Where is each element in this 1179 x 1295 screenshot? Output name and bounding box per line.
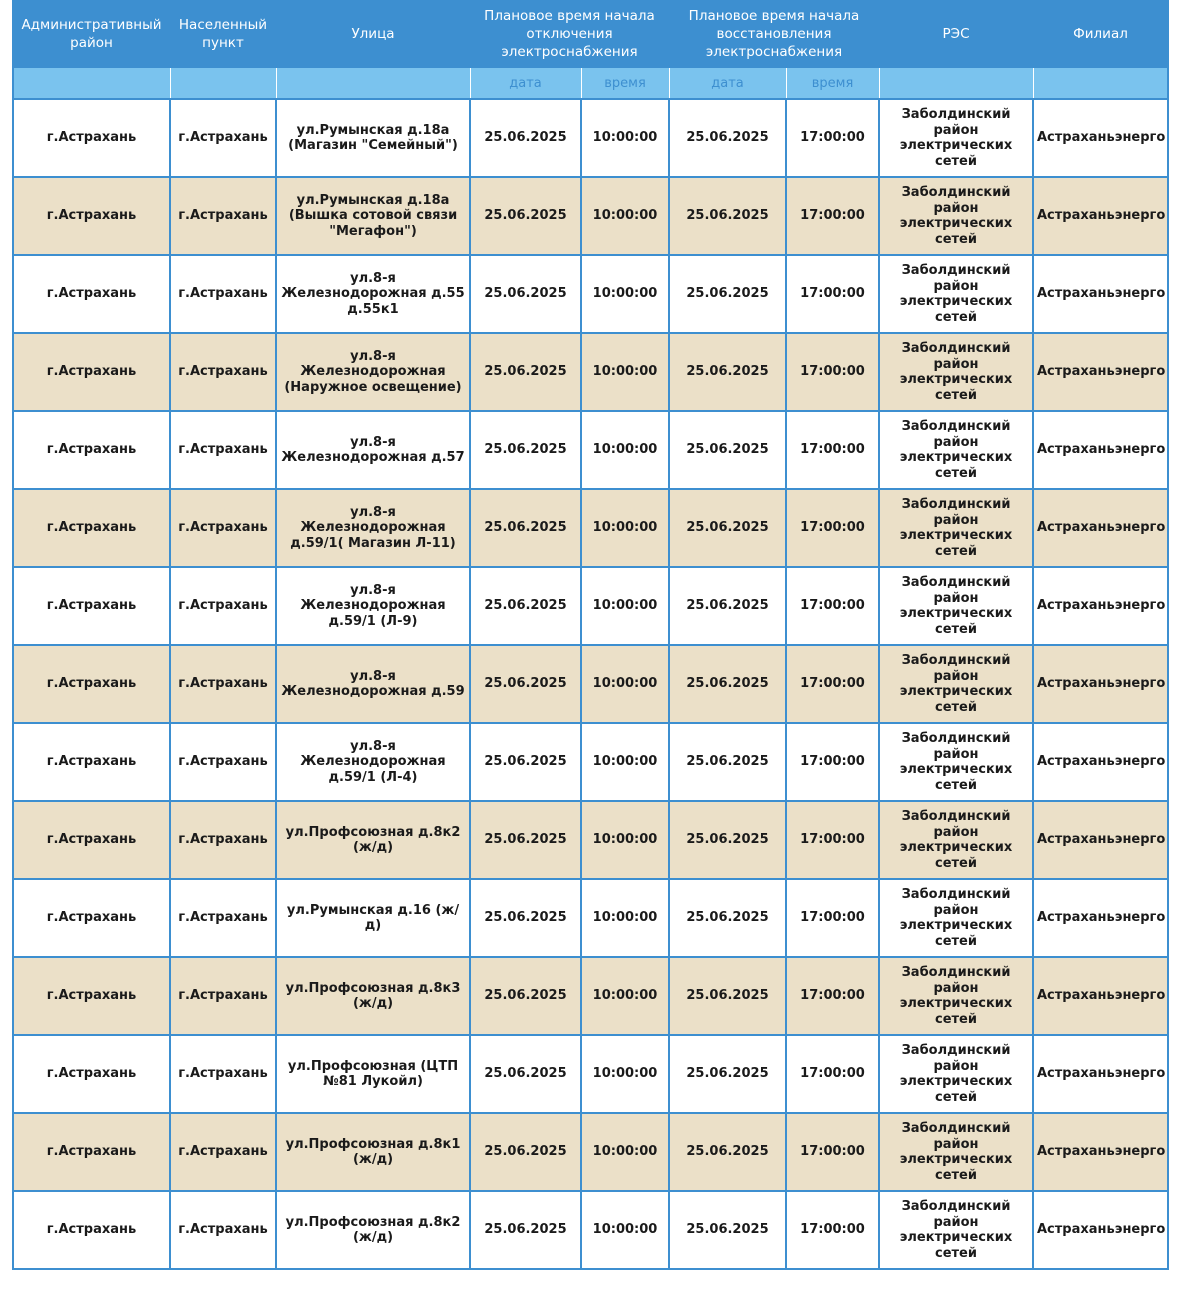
- cell-off-date: 25.06.2025: [470, 723, 581, 801]
- cell-district: г.Астрахань: [13, 255, 170, 333]
- cell-res: Заболдинский район электрических сетей: [879, 1191, 1033, 1269]
- cell-street: ул.Румынская д.18а (Магазин "Семейный"): [276, 99, 470, 177]
- cell-street: ул.8-я Железнодорожная д.59: [276, 645, 470, 723]
- table-row: [13, 255, 1168, 333]
- cell-off-date: 25.06.2025: [470, 411, 581, 489]
- cell-on-time: 17:00:00: [786, 801, 879, 879]
- cell-district: г.Астрахань: [13, 177, 170, 255]
- cell-off-time: 10:00:00: [581, 879, 669, 957]
- cell-on-date: 25.06.2025: [669, 255, 786, 333]
- cell-off-date: 25.06.2025: [470, 255, 581, 333]
- cell-district: г.Астрахань: [13, 957, 170, 1035]
- cell-locality: г.Астрахань: [170, 333, 276, 411]
- cell-district: г.Астрахань: [13, 411, 170, 489]
- cell-off-time: 10:00:00: [581, 411, 669, 489]
- cell-district: г.Астрахань: [13, 1035, 170, 1113]
- table-row: [13, 177, 1168, 255]
- cell-res: Заболдинский район электрических сетей: [879, 1113, 1033, 1191]
- cell-street: ул.Профсоюзная д.8к1 (ж/д): [276, 1113, 470, 1191]
- cell-locality: г.Астрахань: [170, 723, 276, 801]
- header-branch: Филиал: [1033, 1, 1168, 67]
- cell-on-time: 17:00:00: [786, 723, 879, 801]
- cell-district: г.Астрахань: [13, 879, 170, 957]
- cell-off-date: 25.06.2025: [470, 1035, 581, 1113]
- cell-branch: Астраханьэнерго: [1033, 1035, 1168, 1113]
- cell-locality: г.Астрахань: [170, 1113, 276, 1191]
- cell-off-time: 10:00:00: [581, 801, 669, 879]
- cell-on-time: 17:00:00: [786, 645, 879, 723]
- subheader-empty: [1033, 67, 1168, 99]
- cell-res: Заболдинский район электрических сетей: [879, 957, 1033, 1035]
- cell-branch: Астраханьэнерго: [1033, 411, 1168, 489]
- cell-street: ул.Профсоюзная д.8к2 (ж/д): [276, 801, 470, 879]
- cell-res: Заболдинский район электрических сетей: [879, 333, 1033, 411]
- cell-off-date: 25.06.2025: [470, 333, 581, 411]
- header-res: РЭС: [879, 1, 1033, 67]
- table-row: [13, 723, 1168, 801]
- subheader-on-date: дата: [669, 67, 786, 99]
- table-row: [13, 411, 1168, 489]
- cell-res: Заболдинский район электрических сетей: [879, 177, 1033, 255]
- header-off-start: Плановое время начала отключения электроснабжения: [470, 1, 669, 67]
- cell-street: ул.Профсоюзная д.8к2 (ж/д): [276, 1191, 470, 1269]
- cell-on-date: 25.06.2025: [669, 1113, 786, 1191]
- cell-on-date: 25.06.2025: [669, 1191, 786, 1269]
- table-row: [13, 1191, 1168, 1269]
- cell-district: г.Астрахань: [13, 567, 170, 645]
- cell-locality: г.Астрахань: [170, 879, 276, 957]
- cell-res: Заболдинский район электрических сетей: [879, 645, 1033, 723]
- cell-street: ул.8-я Железнодорожная д.59/1 (Л-9): [276, 567, 470, 645]
- cell-off-time: 10:00:00: [581, 1035, 669, 1113]
- cell-on-time: 17:00:00: [786, 1113, 879, 1191]
- cell-on-date: 25.06.2025: [669, 333, 786, 411]
- cell-on-date: 25.06.2025: [669, 801, 786, 879]
- cell-branch: Астраханьэнерго: [1033, 1191, 1168, 1269]
- cell-district: г.Астрахань: [13, 333, 170, 411]
- header-locality: Населенный пункт: [170, 1, 276, 67]
- cell-street: ул.Профсоюзная д.8к3 (ж/д): [276, 957, 470, 1035]
- table-row: [13, 801, 1168, 879]
- cell-on-time: 17:00:00: [786, 177, 879, 255]
- outage-table-container: [12, 0, 1167, 1270]
- cell-on-time: 17:00:00: [786, 333, 879, 411]
- cell-on-time: 17:00:00: [786, 99, 879, 177]
- cell-off-date: 25.06.2025: [470, 1191, 581, 1269]
- subheader-empty: [13, 67, 170, 99]
- cell-street: ул.8-я Железнодорожная д.59/1( Магазин Л-11): [276, 489, 470, 567]
- cell-branch: Астраханьэнерго: [1033, 645, 1168, 723]
- cell-off-date: 25.06.2025: [470, 177, 581, 255]
- subheader-on-time: время: [786, 67, 879, 99]
- header-street: Улица: [276, 1, 470, 67]
- cell-res: Заболдинский район электрических сетей: [879, 879, 1033, 957]
- cell-branch: Астраханьэнерго: [1033, 879, 1168, 957]
- cell-locality: г.Астрахань: [170, 411, 276, 489]
- cell-locality: г.Астрахань: [170, 489, 276, 567]
- cell-street: ул.8-я Железнодорожная д.57: [276, 411, 470, 489]
- table-row: [13, 567, 1168, 645]
- cell-off-date: 25.06.2025: [470, 489, 581, 567]
- cell-branch: Астраханьэнерго: [1033, 99, 1168, 177]
- cell-on-date: 25.06.2025: [669, 723, 786, 801]
- cell-off-time: 10:00:00: [581, 567, 669, 645]
- cell-off-date: 25.06.2025: [470, 645, 581, 723]
- cell-locality: г.Астрахань: [170, 99, 276, 177]
- cell-branch: Астраханьэнерго: [1033, 957, 1168, 1035]
- cell-off-time: 10:00:00: [581, 99, 669, 177]
- subheader-empty: [276, 67, 470, 99]
- cell-street: ул.8-я Железнодорожная (Наружное освещение): [276, 333, 470, 411]
- table-row: [13, 1035, 1168, 1113]
- cell-res: Заболдинский район электрических сетей: [879, 411, 1033, 489]
- cell-off-time: 10:00:00: [581, 957, 669, 1035]
- cell-district: г.Астрахань: [13, 723, 170, 801]
- cell-off-time: 10:00:00: [581, 723, 669, 801]
- cell-res: Заболдинский район электрических сетей: [879, 1035, 1033, 1113]
- cell-off-time: 10:00:00: [581, 645, 669, 723]
- cell-street: ул.Румынская д.18а (Вышка сотовой связи "Мегафон"): [276, 177, 470, 255]
- table-body: [13, 99, 1168, 1269]
- cell-off-time: 10:00:00: [581, 1191, 669, 1269]
- cell-res: Заболдинский район электрических сетей: [879, 801, 1033, 879]
- table-row: [13, 879, 1168, 957]
- cell-off-time: 10:00:00: [581, 1113, 669, 1191]
- cell-off-date: 25.06.2025: [470, 99, 581, 177]
- table-row: [13, 99, 1168, 177]
- cell-branch: Астраханьэнерго: [1033, 255, 1168, 333]
- cell-locality: г.Астрахань: [170, 1035, 276, 1113]
- cell-on-time: 17:00:00: [786, 489, 879, 567]
- header-district: Административный район: [13, 1, 170, 67]
- cell-on-date: 25.06.2025: [669, 489, 786, 567]
- cell-on-date: 25.06.2025: [669, 879, 786, 957]
- subheader-empty: [170, 67, 276, 99]
- cell-off-date: 25.06.2025: [470, 957, 581, 1035]
- cell-street: ул.Профсоюзная (ЦТП №81 Лукойл): [276, 1035, 470, 1113]
- cell-on-time: 17:00:00: [786, 1191, 879, 1269]
- cell-locality: г.Астрахань: [170, 957, 276, 1035]
- cell-res: Заболдинский район электрических сетей: [879, 567, 1033, 645]
- cell-on-date: 25.06.2025: [669, 99, 786, 177]
- table-row: [13, 333, 1168, 411]
- cell-off-time: 10:00:00: [581, 333, 669, 411]
- table-row: [13, 957, 1168, 1035]
- table-header: [13, 1, 1168, 99]
- cell-res: Заболдинский район электрических сетей: [879, 723, 1033, 801]
- cell-branch: Астраханьэнерго: [1033, 1113, 1168, 1191]
- cell-on-time: 17:00:00: [786, 255, 879, 333]
- cell-on-date: 25.06.2025: [669, 567, 786, 645]
- cell-branch: Астраханьэнерго: [1033, 333, 1168, 411]
- cell-on-time: 17:00:00: [786, 1035, 879, 1113]
- header-restore-start: Плановое время начала восстановления электроснабжения: [669, 1, 879, 67]
- cell-res: Заболдинский район электрических сетей: [879, 99, 1033, 177]
- cell-locality: г.Астрахань: [170, 645, 276, 723]
- cell-branch: Астраханьэнерго: [1033, 177, 1168, 255]
- cell-on-date: 25.06.2025: [669, 1035, 786, 1113]
- cell-on-time: 17:00:00: [786, 879, 879, 957]
- cell-on-date: 25.06.2025: [669, 177, 786, 255]
- cell-district: г.Астрахань: [13, 99, 170, 177]
- cell-off-date: 25.06.2025: [470, 567, 581, 645]
- cell-district: г.Астрахань: [13, 1113, 170, 1191]
- cell-street: ул.8-я Железнодорожная д.55 д.55к1: [276, 255, 470, 333]
- cell-street: ул.Румынская д.16 (ж/д): [276, 879, 470, 957]
- outage-table: [12, 0, 1169, 1270]
- cell-district: г.Астрахань: [13, 645, 170, 723]
- cell-district: г.Астрахань: [13, 801, 170, 879]
- cell-res: Заболдинский район электрических сетей: [879, 489, 1033, 567]
- subheader-empty: [879, 67, 1033, 99]
- cell-locality: г.Астрахань: [170, 801, 276, 879]
- cell-off-date: 25.06.2025: [470, 879, 581, 957]
- table-row: [13, 489, 1168, 567]
- cell-off-time: 10:00:00: [581, 489, 669, 567]
- cell-res: Заболдинский район электрических сетей: [879, 255, 1033, 333]
- cell-branch: Астраханьэнерго: [1033, 723, 1168, 801]
- cell-locality: г.Астрахань: [170, 177, 276, 255]
- cell-off-date: 25.06.2025: [470, 1113, 581, 1191]
- cell-locality: г.Астрахань: [170, 1191, 276, 1269]
- cell-locality: г.Астрахань: [170, 255, 276, 333]
- cell-on-time: 17:00:00: [786, 411, 879, 489]
- cell-on-time: 17:00:00: [786, 567, 879, 645]
- table-row: [13, 645, 1168, 723]
- subheader-off-date: дата: [470, 67, 581, 99]
- cell-locality: г.Астрахань: [170, 567, 276, 645]
- cell-branch: Астраханьэнерго: [1033, 489, 1168, 567]
- cell-on-date: 25.06.2025: [669, 645, 786, 723]
- cell-off-date: 25.06.2025: [470, 801, 581, 879]
- subheader-off-time: время: [581, 67, 669, 99]
- cell-on-date: 25.06.2025: [669, 411, 786, 489]
- cell-off-time: 10:00:00: [581, 177, 669, 255]
- cell-district: г.Астрахань: [13, 489, 170, 567]
- cell-district: г.Астрахань: [13, 1191, 170, 1269]
- cell-off-time: 10:00:00: [581, 255, 669, 333]
- cell-branch: Астраханьэнерго: [1033, 567, 1168, 645]
- table-row: [13, 1113, 1168, 1191]
- cell-on-time: 17:00:00: [786, 957, 879, 1035]
- cell-street: ул.8-я Железнодорожная д.59/1 (Л-4): [276, 723, 470, 801]
- cell-on-date: 25.06.2025: [669, 957, 786, 1035]
- cell-branch: Астраханьэнерго: [1033, 801, 1168, 879]
